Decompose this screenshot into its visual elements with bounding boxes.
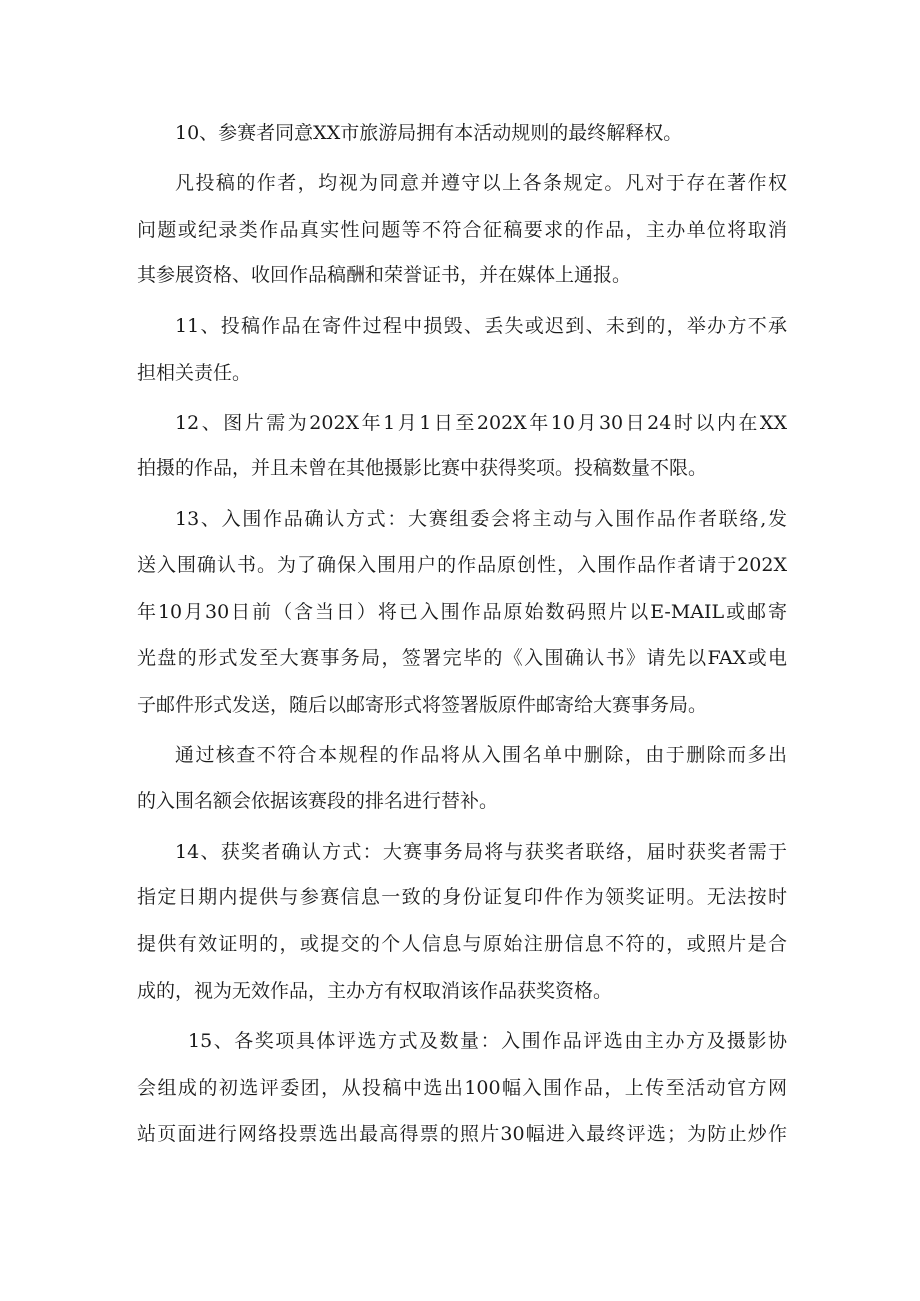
text-line: 站页面进行网络投票选出最高得票的照片30幅进入最终评选；为防止炒作 — [137, 1123, 787, 1145]
text-line: 年10月30日前（含当日）将已入围作品原始数码照片以E-MAIL或邮寄 — [137, 601, 787, 623]
text-line: 14、获奖者确认方式：大赛事务局将与获奖者联络，届时获奖者需于 — [175, 841, 787, 863]
text-line: 指定日期内提供与参赛信息一致的身份证复印件作为领奖证明。无法按时 — [137, 886, 787, 908]
text-line: 15、各奖项具体评选方式及数量：入围作品评选由主办方及摄影协 — [188, 1030, 787, 1052]
text-line: 11、投稿作品在寄件过程中损毁、丢失或迟到、未到的，举办方不承 — [175, 315, 787, 337]
text-line: 子邮件形式发送，随后以邮寄形式将签署版原件邮寄给大赛事务局。 — [137, 694, 708, 716]
text-line: 拍摄的作品，并且未曾在其他摄影比赛中获得奖项。投稿数量不限。 — [137, 457, 708, 479]
text-line: 送入围确认书。为了确保入围用户的作品原创性，入围作品作者请于202X — [137, 554, 787, 576]
text-line: 光盘的形式发至大赛事务局，签署完毕的《入围确认书》请先以FAX或电 — [137, 647, 787, 669]
text-line: 其参展资格、收回作品稿酬和荣誉证书，并在媒体上通报。 — [137, 264, 632, 286]
text-line: 问题或纪录类作品真实性问题等不符合征稿要求的作品，主办单位将取消 — [137, 219, 787, 241]
text-line: 担相关责任。 — [137, 362, 252, 384]
text-line: 会组成的初选评委团，从投稿中选出100幅入围作品，上传至活动官方网 — [137, 1077, 787, 1099]
text-line: 提供有效证明的，或提交的个人信息与原始注册信息不符的，或照片是合 — [137, 933, 787, 955]
text-line: 成的，视为无效作品，主办方有权取消该作品获奖资格。 — [137, 980, 613, 1002]
text-line: 13、入围作品确认方式：大赛组委会将主动与入围作品作者联络,发 — [175, 508, 787, 530]
text-line: 10、参赛者同意XX市旅游局拥有本活动规则的最终解释权。 — [175, 122, 683, 144]
text-line: 凡投稿的作者，均视为同意并遵守以上各条规定。凡对于存在著作权 — [175, 172, 787, 194]
text-line: 12、图片需为202X年1月1日至202X年10月30日24时以内在XX — [175, 412, 787, 434]
text-line: 的入围名额会依据该赛段的排名进行替补。 — [137, 790, 499, 812]
text-line: 通过核查不符合本规程的作品将从入围名单中删除，由于删除而多出 — [175, 744, 787, 766]
